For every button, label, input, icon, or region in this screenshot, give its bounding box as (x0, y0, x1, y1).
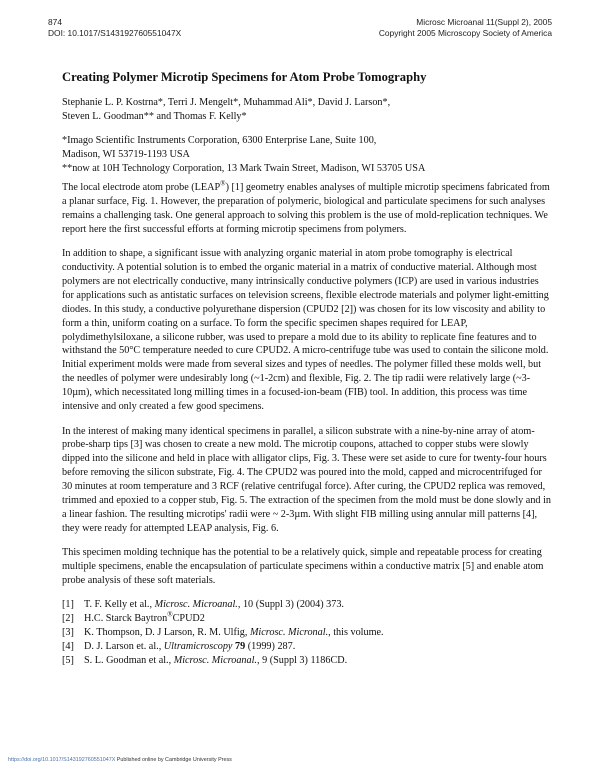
author-list (62, 96, 552, 124)
affiliation-line: Madison, WI 53719-1193 USA (62, 148, 190, 160)
doi-header: DOI: 10.1017/S143192760551047X (48, 28, 182, 38)
publisher-note: Published online by Cambridge University Press (115, 757, 232, 763)
reference-list (62, 598, 553, 668)
paragraph-conclusion: This specimen molding technique has the potential to be a relatively quick, simple and repeatable process for creating multiple specimens, enable the encapsulation of particulate specimens within a conductive matrix [5] and enable atom probe analysis of these soft materials. (62, 547, 544, 587)
affiliations (62, 134, 552, 175)
author-line: Steven L. Goodman** and Thomas F. Kelly* (62, 110, 247, 122)
page-footer (8, 757, 232, 764)
affiliation-line: **now at 10H Technology Corporation, 13 Mark Twain Street, Madison, WI 53705 USA (62, 162, 426, 174)
page-number: 874 (48, 17, 62, 27)
article-body (62, 181, 553, 668)
paper-title: Creating Polymer Microtip Specimens for Atom Probe Tomography (62, 70, 427, 84)
paragraph-text: ) [1] geometry enables analyses of multiple microtip specimens fabricated from a planar surface, Fig. 1. However, the preparation of polymeric, biological and particulate specimens for such analyses remains a challenging task. One general approach to solving this problem is the use of mold-replication techniques. We report here the first successful efforts at forming microtip specimens from polymers. (62, 182, 550, 235)
copyright-notice: Copyright 2005 Microscopy Society of America (378, 28, 552, 38)
journal-citation: Microsc Microanal 11(Suppl 2), 2005 (416, 17, 552, 27)
paragraph-intro (62, 181, 553, 237)
reference-item: [5] S. L. Goodman et al., Microsc. Microanal., 9 (Suppl 3) 1186CD. (62, 655, 348, 667)
affiliation-line: *Imago Scientific Instruments Corporation, 6300 Enterprise Lane, Suite 100, (62, 135, 377, 146)
paragraph-conductivity: In addition to shape, a significant issue with analyzing organic material in atom probe tomography is electrical conductivity. A potential solution is to embed the organic material in a matrix of conductive material. Although most polymers are not electrically conductive, many intrinsically conductive polymers (ICP) are used in various industries for applications such as antistatic surfaces on television screens, flexible electrode materials and polymer light-emitting diodes. In this study, a conductive polyurethane dispersion (CPUD2 [2]) was chosen for its low viscosity and ability to form a thin, uniform coating on a surface. To form the specific specimen shapes required for LEAP, polydimethylsiloxane, a silicone rubber, was used to prepare a mold due to its ability to replicate fine features and to withstand the 50°C temperature needed to cure CPUD2. A micro-centrifuge tube was used to contain the silicone mold. Initial experiment molds were made from several sizes and types of needles. The polymer filled these molds well, but the needles of polymer were undesirably long (~1-2cm) and flexible, Fig. 2. The tip radii were relatively large (~3-10µm), which necessitated long milling times in a focused-ion-beam (FIB) tool. In addition, this process was time intensive and only created a few good specimens. (62, 248, 549, 413)
reference-item: [3] K. Thompson, D. J Larson, R. M. Ulfig, Microsc. Micronal., this volume. (62, 627, 384, 639)
author-line: Stephanie L. P. Kostrna*, Terri J. Mengelt*, Muhammad Ali*, David J. Larson*, (62, 97, 391, 108)
paragraph-text: The local electrode atom probe (LEAP (62, 182, 221, 193)
doi-link[interactable]: https://doi.org/10.1017/S143192760551047X (8, 757, 116, 763)
registered-mark: ® (220, 179, 226, 188)
reference-item: [1] T. F. Kelly et al., Microsc. Microanal., 10 (Suppl 3) (2004) 373. (62, 599, 344, 611)
reference-item: [2] H.C. Starck Baytron®CPUD2 (62, 610, 205, 625)
paragraph-mold: In the interest of making many identical specimens in parallel, a silicon substrate with a nine-by-nine array of atom-probe-sharp tips [3] was chosen to create a new mold. The microtip coupons, attached to copper stubs were slowly dipped into the silicone and held in place with alligator clips, Fig. 3. These were set aside to cure for twenty-four hours before removing the silicon substrate, Fig. 4. The CPUD2 was poured into the mold, capped and microcentrifuged for 30 minutes at room temperature and 3 RCF (relative centrifugal force). After curing, the CPUD2 replica was removed, trimmed and epoxied to a copper stub, Fig. 5. The extraction of the specimen from the mold must be done slowly and in a linear fashion. The resulting microtips' radii were ~ 2-3µm. With slight FIB milling using annular mill patterns [4], they were ready for attempted LEAP analysis, Fig. 6. (62, 425, 551, 534)
reference-item: [4] D. J. Larson et. al., Ultramicroscopy 79 (1999) 287. (62, 641, 296, 653)
